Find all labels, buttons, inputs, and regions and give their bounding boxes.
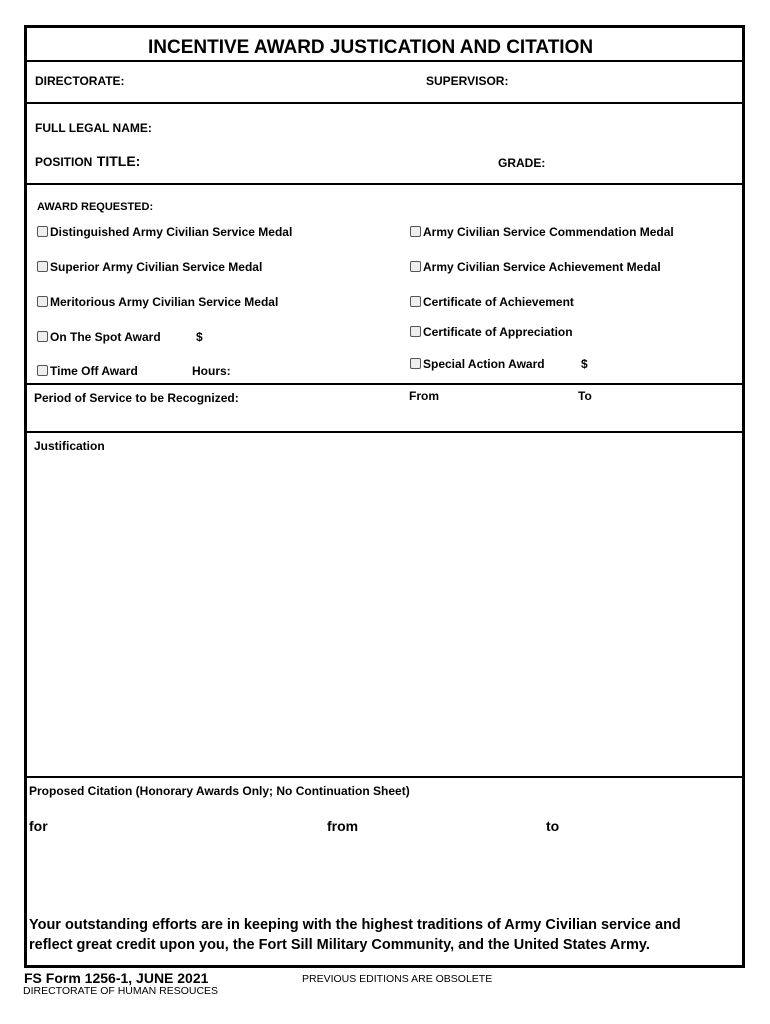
award-option-meritorious[interactable]: Meritorious Army Civilian Service Medal <box>37 295 278 309</box>
award-option-distinguished[interactable]: Distinguished Army Civilian Service Medal <box>37 225 292 239</box>
on-the-spot-dollar-sign: $ <box>196 330 203 344</box>
position-title-word: TITLE: <box>96 153 141 169</box>
award-option-on-the-spot[interactable]: On The Spot Award <box>37 330 161 344</box>
checkbox[interactable] <box>410 261 421 272</box>
divider <box>24 776 745 778</box>
checkbox[interactable] <box>37 226 48 237</box>
special-action-dollar-sign: $ <box>581 357 588 371</box>
checkbox[interactable] <box>410 326 421 337</box>
divider <box>24 183 745 185</box>
full-legal-name-label: FULL LEGAL NAME: <box>35 121 152 135</box>
award-option-achievement-medal[interactable]: Army Civilian Service Achievement Medal <box>410 260 661 274</box>
divider <box>24 431 745 433</box>
proposed-citation-label: Proposed Citation (Honorary Awards Only; No Continuation Sheet) <box>29 784 410 798</box>
citation-from-label: from <box>327 818 359 834</box>
award-requested-label: AWARD REQUESTED: <box>37 201 154 213</box>
citation-closing-text: Your outstanding efforts are in keeping with the highest traditions of Army Civilian service and reflect great credit upon you, the Fort Sill Military Community, and the United States Army. <box>29 917 681 953</box>
checkbox[interactable] <box>37 261 48 272</box>
period-of-service-label: Period of Service to be Recognized: <box>34 391 239 405</box>
form-number: FS Form 1256-1, JUNE 2021 <box>24 970 209 986</box>
award-option-certificate-achievement[interactable]: Certificate of Achievement <box>410 295 574 309</box>
divider <box>24 383 745 385</box>
justification-label: Justification <box>34 439 105 453</box>
checkbox[interactable] <box>410 358 421 369</box>
form-title: INCENTIVE AWARD JUSTICATION AND CITATION <box>148 37 594 58</box>
checkbox[interactable] <box>410 296 421 307</box>
award-option-superior[interactable]: Superior Army Civilian Service Medal <box>37 260 262 274</box>
period-from-label: From <box>409 389 439 403</box>
award-option-commendation[interactable]: Army Civilian Service Commendation Medal <box>410 225 674 239</box>
citation-to-label: to <box>546 818 560 834</box>
checkbox[interactable] <box>37 296 48 307</box>
position-title-label <box>35 153 140 171</box>
previous-editions-notice: PREVIOUS EDITIONS ARE OBSOLETE <box>302 973 493 985</box>
award-option-special-action[interactable]: Special Action Award <box>410 357 545 371</box>
checkbox[interactable] <box>410 226 421 237</box>
directorate-label: DIRECTORATE: <box>35 74 125 88</box>
period-to-label: To <box>578 389 592 403</box>
divider <box>24 102 745 104</box>
checkbox[interactable] <box>37 365 48 376</box>
award-option-time-off[interactable]: Time Off Award <box>37 364 138 378</box>
hours-label: Hours: <box>192 364 231 378</box>
supervisor-label: SUPERVISOR: <box>426 74 509 88</box>
divider <box>24 60 745 62</box>
position-prefix: POSITION <box>35 155 93 169</box>
grade-label: GRADE: <box>498 156 546 170</box>
footer-directorate: DIRECTORATE OF HUMAN RESOUCES <box>23 985 219 997</box>
citation-for-label: for <box>29 818 48 834</box>
award-option-certificate-appreciation[interactable]: Certificate of Appreciation <box>410 325 573 339</box>
checkbox[interactable] <box>37 331 48 342</box>
